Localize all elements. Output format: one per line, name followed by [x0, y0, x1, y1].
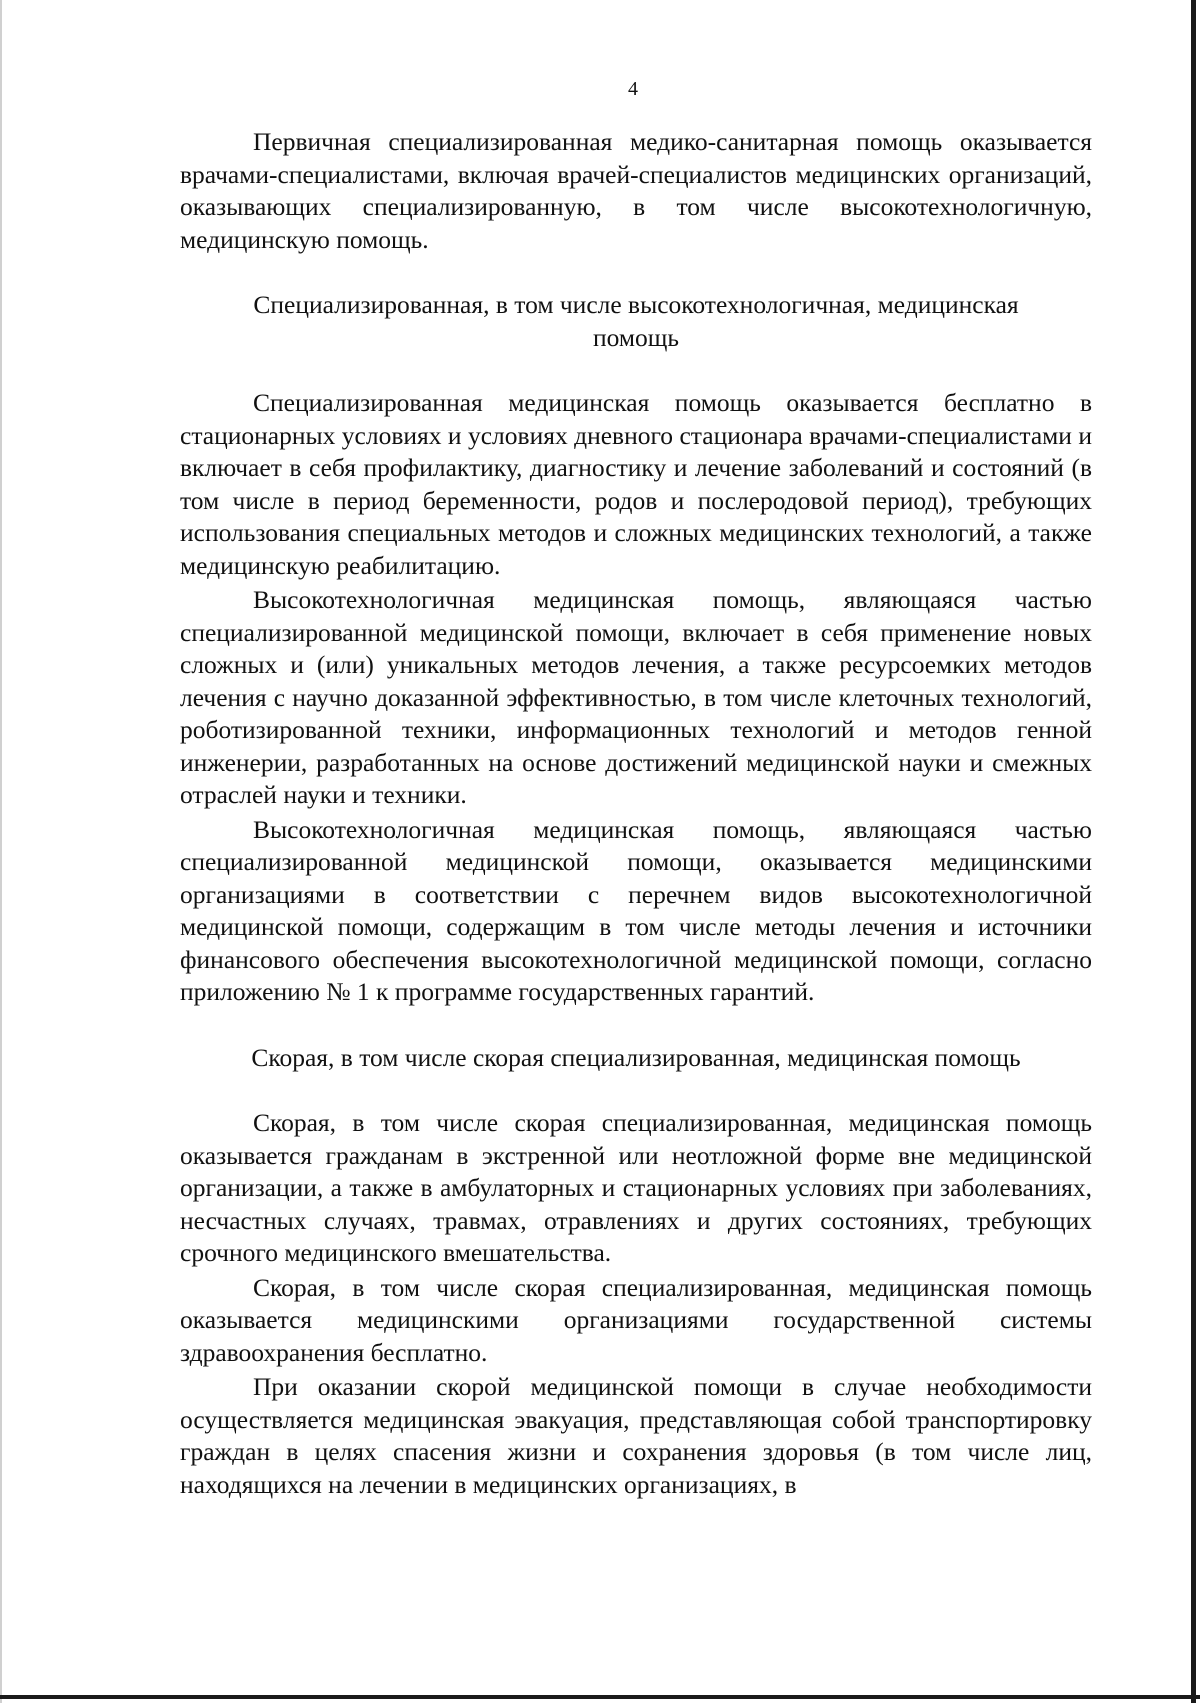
paragraph: Скорая, в том числе скорая специализированная, медицинская помощь оказывается медицинскими организациями государственной системы здравоохранения бесплатно.	[180, 1272, 1092, 1367]
page-number: 4	[628, 78, 638, 100]
paragraph: Высокотехнологичная медицинская помощь, являющаяся частью специализированной медицинской помощи, включает в себя применение новых сложных и (или) уникальных методов лечения, а также ресурсоемких методов лечения с научно доказанной эффективностью, в том числе клеточных технологий, роботизированной техники, информационных технологий и методов генной инженерии, разработанных на основе достижений медицинской науки и смежных отраслей науки и техники.	[180, 585, 1092, 809]
scan-edge-bottom	[0, 1695, 1200, 1699]
paragraph: При оказании скорой медицинской помощи в случае необходимости осуществляется медицинская эвакуация, представляющая собой транспортировку граждан в целях спасения жизни и сохранения здоровья (в том числе лиц, находящихся на лечении в медицинских организациях, в	[180, 1372, 1092, 1499]
paragraph: Скорая, в том числе скорая специализированная, медицинская помощь оказывается гражданам в экстренной или неотложной форме вне медицинской организации, а также в амбулаторных и стационарных условиях при заболеваниях, несчастных случаях, травмах, отравлениях и других состояниях, требующих срочного медицинского вмешательства.	[180, 1108, 1092, 1267]
scan-edge-left	[0, 0, 2, 1703]
section-title: Скорая, в том числе скорая специализированная, медицинская помощь	[251, 1042, 1021, 1072]
paragraph: Высокотехнологичная медицинская помощь, являющаяся частью специализированной медицинской помощи, оказывается медицинскими организациями в соответствии с перечнем видов высокотехнологичной медицинской помощи, содержащим в том числе методы лечения и источники финансового обеспечения высокотехнологичной медицинской помощи, согласно приложению № 1 к программе государственных гарантий.	[180, 814, 1092, 1006]
paragraph: Специализированная медицинская помощь оказывается бесплатно в стационарных условиях и условиях дневного стационара врачами-специалистами и включает в себя профилактику, диагностику и лечение заболеваний и состояний (в том числе в период беременности, родов и послеродовой период), требующих использования специальных методов и сложных медицинских технологий, а также медицинскую реабилитацию.	[180, 388, 1092, 580]
paragraph: Первичная специализированная медико-санитарная помощь оказывается врачами-специалистами, включая врачей-специалистов медицинских организаций, оказывающих специализированную, в том числе высокотехнологичную, медицинскую помощь.	[180, 127, 1092, 254]
scan-edge-right	[1191, 0, 1196, 1703]
section-title: Специализированная, в том числе высокотехнологичная, медицинская помощь	[253, 290, 1019, 352]
document-body	[180, 126, 1092, 1501]
